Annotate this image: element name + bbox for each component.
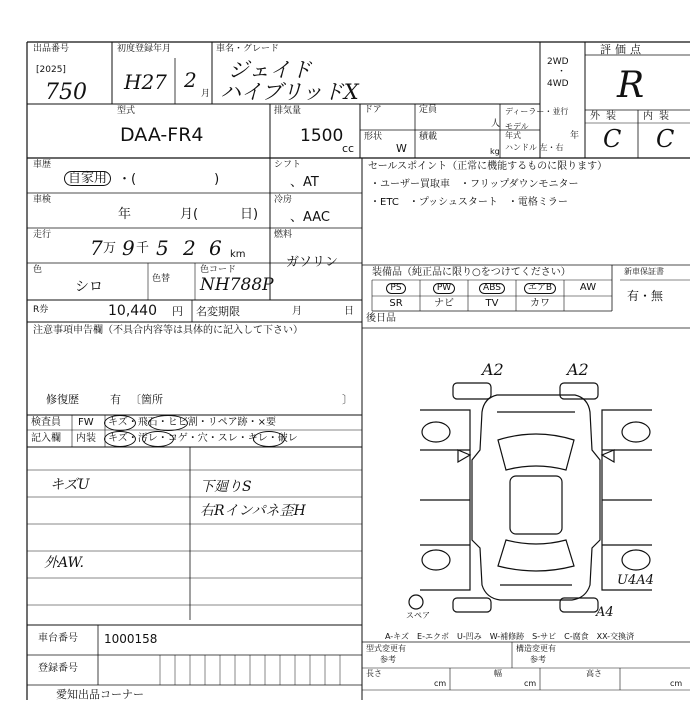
first-registration-label: 初度登録年月	[117, 44, 172, 54]
drive-separator: ・	[557, 67, 567, 77]
equipment-item: カワ	[530, 298, 550, 309]
handwritten-note-mid-2: 右Rインパネ歪H	[200, 503, 306, 519]
capacity-unit: 人	[491, 119, 501, 129]
ref-label-2: 参考	[530, 655, 546, 664]
door-label: ドア	[364, 105, 382, 115]
recycle-label: R券	[33, 305, 49, 315]
car-name: ジェイド	[228, 58, 312, 82]
equipment-item: PW	[420, 283, 468, 294]
equipment-item: TV	[485, 298, 499, 309]
model-year-unit: 年	[570, 131, 580, 141]
sales-points-title: セールスポイント（正常に機能するものに限ります）	[368, 161, 608, 172]
model-label: 型式	[117, 106, 136, 116]
history-value: 自家用	[64, 171, 111, 186]
shape-label: 形状	[364, 132, 383, 142]
mileage-digit-3: 5	[156, 236, 169, 260]
first-registration-era: H27	[124, 70, 167, 94]
height-unit: cm	[670, 679, 683, 688]
inspection-day: 日)	[240, 207, 259, 222]
lot-number: 750	[45, 80, 87, 105]
fuel-label: 燃料	[274, 230, 293, 240]
circle-int-yogore	[142, 431, 174, 447]
load-unit: kg	[490, 147, 500, 156]
inspector-label: 検査員	[31, 417, 61, 428]
width-label: 幅	[494, 669, 502, 678]
dealer-label: ディーラー・並行	[505, 107, 569, 116]
interior-record-label: 内装	[76, 433, 96, 444]
modified-label: 型式変更有	[366, 644, 406, 653]
mileage-unit: km	[230, 249, 246, 260]
circle-fw-kizu	[104, 415, 136, 431]
length-label: 長さ	[366, 669, 382, 678]
car-diagram	[409, 383, 652, 612]
equipment-item: ABS	[468, 283, 516, 294]
shape-value: W	[396, 142, 407, 155]
sales-points-line-1: ・ユーザー買取車 ・フリップダウンモニター	[370, 179, 579, 190]
model-year-label: モデル年式	[505, 122, 529, 140]
ac-label: 冷房	[274, 195, 293, 205]
shift-label: シフト	[274, 160, 302, 170]
retrofit-label: 後日品	[366, 313, 396, 324]
mileage-man: 万	[103, 241, 117, 256]
color-label: 色	[33, 265, 43, 275]
year-tag: [2025]	[36, 65, 66, 75]
model-code: DAA-FR4	[120, 124, 204, 146]
transfer-label: 名変期限	[196, 305, 240, 318]
height-label: 高さ	[586, 669, 602, 678]
equipment-title: 装備品（純正品に限り○をつけてください）	[372, 267, 571, 278]
load-label: 積載	[419, 132, 438, 142]
color-code-label: 色コード	[200, 265, 237, 275]
new-warranty-label: 新車保証書	[624, 267, 664, 276]
fw-label: FW	[78, 417, 94, 428]
color-value: シロ	[75, 279, 103, 295]
dealer-corner: 愛知出品コーナー	[56, 688, 144, 701]
history-label: 車歴	[33, 160, 52, 170]
exterior-grade: C	[603, 125, 622, 153]
repair-bracket-close: 〕	[342, 393, 353, 406]
diagram-mark-bottom-right-2: A4	[596, 605, 614, 620]
color-code: NH788P	[200, 275, 274, 295]
transfer-month: 月	[292, 306, 302, 317]
transfer-day: 日	[344, 306, 354, 317]
grade-name: ハイブリッドX	[220, 80, 359, 104]
handle-label: ハンドル 左・右	[505, 143, 564, 152]
circle-fw-tobiishi	[148, 415, 188, 431]
equipment-item: エアB	[516, 283, 564, 294]
ac-value: 、AAC	[290, 210, 331, 225]
score-label: 評価点	[600, 43, 645, 56]
circle-int-kizu	[104, 431, 136, 447]
notes-title: 注意事項申告欄（不具合内容等は具体的に記入して下さい）	[33, 325, 303, 336]
lot-number-label: 出品番号	[33, 44, 70, 54]
displacement-value: 1500	[300, 126, 344, 146]
shift-value: 、AT	[290, 175, 319, 190]
handwritten-note-left-2: 外AW.	[44, 555, 84, 571]
repair-history-label: 修復歴	[46, 393, 79, 406]
equipment-item: ナビ	[434, 298, 454, 309]
handwritten-note-left-1: キズU	[50, 477, 90, 493]
displacement-label: 排気量	[274, 106, 302, 116]
inspection-year: 年	[118, 207, 132, 222]
recycle-unit: 円	[172, 305, 183, 318]
month-unit: 月	[201, 89, 211, 99]
mileage-digit-4: 2	[183, 236, 196, 260]
equipment-item: AW	[579, 282, 597, 293]
car-name-label: 車名・グレード	[216, 44, 280, 54]
diagram-mark-top-left: A2	[482, 360, 504, 379]
length-unit: cm	[434, 679, 447, 688]
interior-items: キズ・汚レ・コゲ・穴・スレ・キレ・破レ	[108, 433, 298, 444]
chassis-label: 車台番号	[38, 633, 78, 644]
circle-int-sure	[253, 431, 285, 447]
interior-grade: C	[656, 125, 675, 153]
width-unit: cm	[524, 679, 537, 688]
sales-points-line-2: ・ETC ・プッシュスタート ・電格ミラー	[370, 197, 568, 208]
inspection-label: 車検	[33, 195, 52, 205]
structure-label: 構造変更有	[516, 644, 556, 653]
exterior-label: 外装	[590, 111, 622, 122]
drive-4wd: 4WD	[547, 79, 569, 89]
capacity-label: 定員	[419, 105, 438, 115]
new-warranty-value: 有・無	[627, 289, 664, 303]
inspection-month: 月(	[180, 207, 199, 222]
equipment-item: PS	[372, 283, 420, 294]
chassis-number: 1000158	[104, 632, 158, 646]
fuel-value: ガソリン	[286, 255, 339, 270]
recycle-amount: 10,440	[108, 303, 157, 319]
first-registration-month: 2	[184, 68, 197, 92]
record-label: 記入欄	[31, 433, 61, 444]
mileage-sen: 千	[136, 241, 150, 256]
repair-history-value: 有	[110, 393, 121, 406]
handwritten-note-mid-1: 下廻りS	[200, 479, 252, 495]
mileage-label: 走行	[33, 230, 52, 240]
displacement-unit: cc	[342, 142, 355, 155]
registration-label: 登録番号	[38, 663, 78, 674]
mileage-digit-2: 9	[122, 236, 135, 260]
ref-label-1: 参考	[380, 655, 396, 664]
history-other: ・( )	[118, 172, 220, 187]
drive-2wd: 2WD	[547, 57, 569, 67]
repair-bracket-open: 〔箇所	[130, 393, 163, 406]
mileage-digit-1: 7	[90, 236, 103, 260]
mileage-digit-5: 6	[209, 236, 222, 260]
diagram-mark-bottom-right: U4A4	[617, 573, 654, 588]
diagram-mark-top-right: A2	[567, 360, 589, 379]
interior-label: 内装	[643, 111, 675, 122]
fw-items: キズ・飛石・ヒビ割・リペア跡・×要	[108, 417, 276, 428]
damage-legend: A-キズ E-エクボ U-凹み W-補修跡 S-サビ C-腐食 XX-交換済	[385, 632, 635, 641]
equipment-item: SR	[389, 298, 403, 309]
score-value: R	[617, 65, 645, 106]
color-change-label: 色替	[152, 274, 171, 284]
spare-tire-label: スペア	[406, 611, 430, 620]
